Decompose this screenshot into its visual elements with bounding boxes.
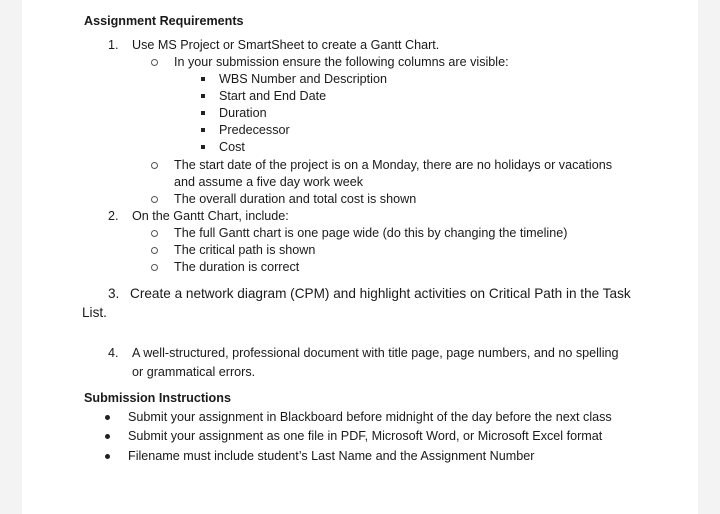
dot-bullet-icon — [105, 454, 110, 459]
dot-bullet-icon — [105, 434, 110, 439]
square-bullet-icon — [201, 145, 205, 149]
item2-sub: The duration is correct — [174, 260, 300, 274]
circle-bullet-icon — [151, 264, 158, 271]
column-item: Predecessor — [219, 123, 290, 137]
item1-sub3: The overall duration and total cost is shown — [174, 192, 417, 206]
item1-sub2-line1: The start date of the project is on a Monday, there are no holidays or vacations — [174, 158, 612, 172]
circle-bullet-icon — [151, 230, 158, 237]
submission-item: Submit your assignment in Blackboard before midnight of the day before the next class — [128, 410, 612, 424]
item2-number: 2. — [108, 209, 119, 223]
item3-line1: Create a network diagram (CPM) and highlight activities on Critical Path in the Task — [130, 286, 631, 301]
square-bullet-icon — [201, 94, 205, 98]
item3-line2: List. — [82, 305, 107, 320]
item4-number: 4. — [108, 346, 119, 360]
submission-instructions-heading: Submission Instructions — [84, 391, 231, 405]
circle-bullet-icon — [151, 59, 158, 66]
dot-bullet-icon — [105, 415, 110, 420]
circle-bullet-icon — [151, 196, 158, 203]
column-item: WBS Number and Description — [219, 72, 387, 86]
item1-number: 1. — [108, 38, 119, 52]
item2-text: On the Gantt Chart, include: — [132, 209, 289, 223]
square-bullet-icon — [201, 77, 205, 81]
item1-sub2-line2: and assume a five day work week — [174, 175, 363, 189]
item1-text: Use MS Project or SmartSheet to create a Gantt Chart. — [132, 38, 440, 52]
submission-item: Filename must include student’s Last Name and the Assignment Number — [128, 449, 535, 463]
square-bullet-icon — [201, 128, 205, 132]
assignment-requirements-heading: Assignment Requirements — [84, 14, 244, 28]
column-item: Cost — [219, 140, 245, 154]
square-bullet-icon — [201, 111, 205, 115]
submission-item: Submit your assignment as one file in PDF, Microsoft Word, or Microsoft Excel format — [128, 429, 603, 443]
item1-sub1: In your submission ensure the following columns are visible: — [174, 55, 509, 69]
column-item: Start and End Date — [219, 89, 327, 103]
circle-bullet-icon — [151, 247, 158, 254]
item2-sub: The critical path is shown — [174, 243, 316, 257]
item4-line1: A well-structured, professional document with title page, page numbers, and no spelling — [132, 346, 619, 360]
circle-bullet-icon — [151, 162, 158, 169]
document-page — [22, 0, 698, 514]
item3-number: 3. — [108, 286, 120, 301]
column-item: Duration — [219, 106, 267, 120]
item2-sub: The full Gantt chart is one page wide (do this by changing the timeline) — [174, 226, 568, 240]
item4-line2: or grammatical errors. — [132, 365, 256, 379]
